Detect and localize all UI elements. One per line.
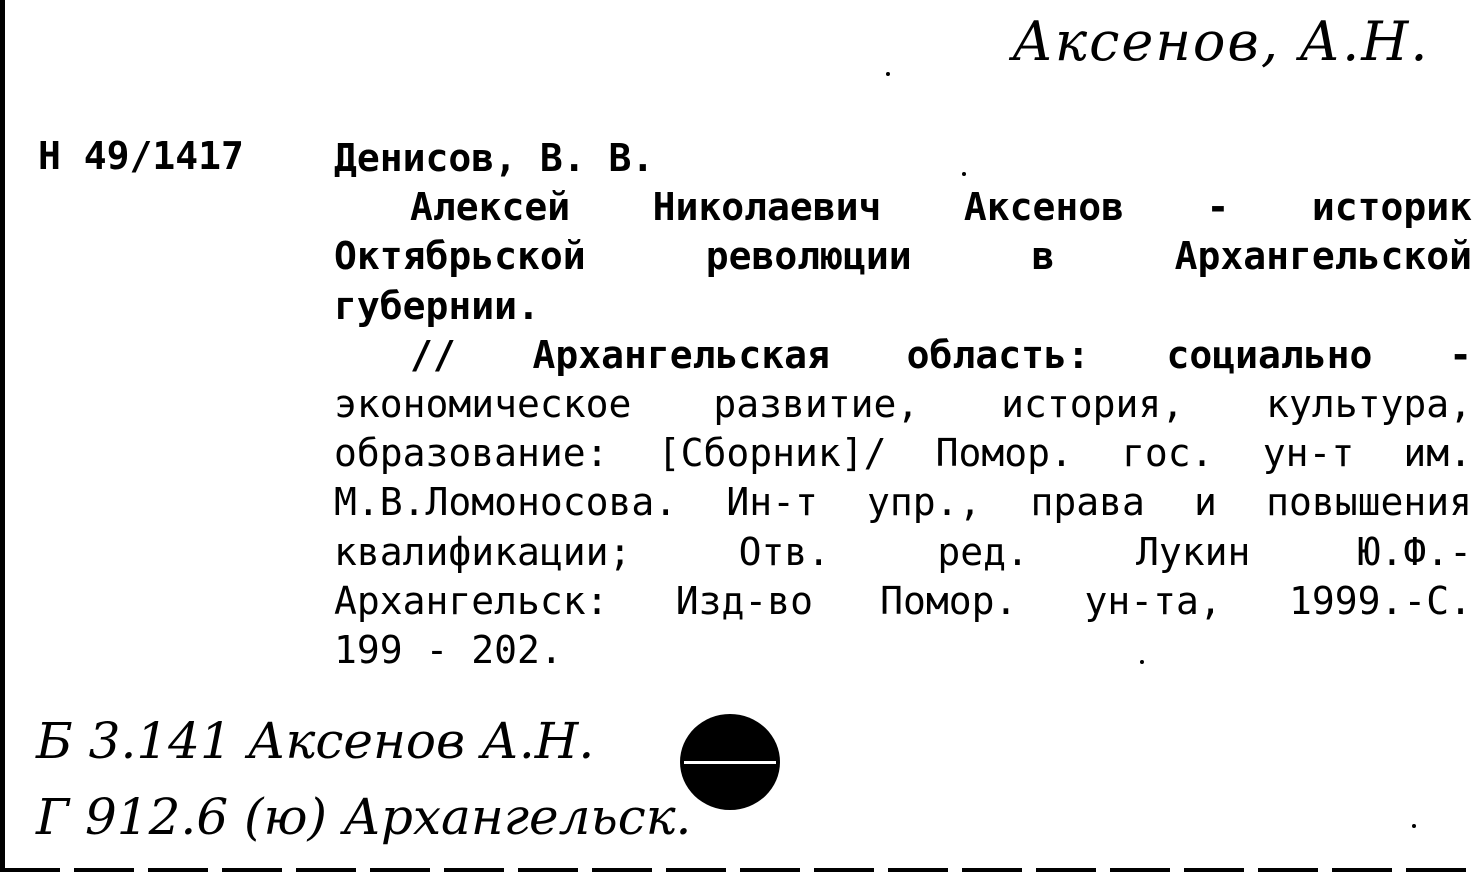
source-line: образование: [Сборник]/ Помор. гос. ун-т им. — [334, 431, 1472, 476]
bibliographic-entry — [334, 134, 1472, 675]
speck-mark — [1140, 660, 1144, 664]
title-line: Алексей Николаевич Аксенов - историк — [410, 185, 1472, 230]
source-line: квалификации; Отв. ред. Лукин Ю.Ф.- — [334, 529, 1472, 574]
source-line: Архангельск: Изд-во Помор. ун-та, 1999.-С. — [334, 578, 1472, 623]
source-line: М.В.Ломоносова. Ин-т упр., права и повышения — [334, 480, 1472, 525]
card-left-edge — [0, 0, 5, 872]
title-line: Октябрьской революции в Архангельской — [334, 234, 1472, 279]
speck-mark — [1412, 824, 1416, 828]
handwritten-classification-2: Г 912.6 (ю) Архангельск. — [36, 788, 692, 846]
call-number: Н 49/1417 — [38, 134, 244, 178]
speck-mark — [886, 72, 890, 76]
card-bottom-edge — [0, 868, 1472, 872]
card-punch-hole — [680, 714, 780, 810]
hole-scratch-line — [684, 761, 776, 764]
handwritten-classification-1: Б 3.141 Аксенов А.Н. — [36, 712, 595, 770]
source-line: 199 - 202. — [334, 628, 563, 673]
source-line: // Архангельская область: социально - — [410, 332, 1472, 377]
title-line: губернии. — [334, 283, 540, 328]
handwritten-heading: Аксенов, А.Н. — [1012, 10, 1430, 73]
author: Денисов, В. В. — [334, 136, 655, 180]
speck-mark — [962, 172, 966, 176]
source-line: экономическое развитие, история, культура, — [334, 382, 1472, 427]
